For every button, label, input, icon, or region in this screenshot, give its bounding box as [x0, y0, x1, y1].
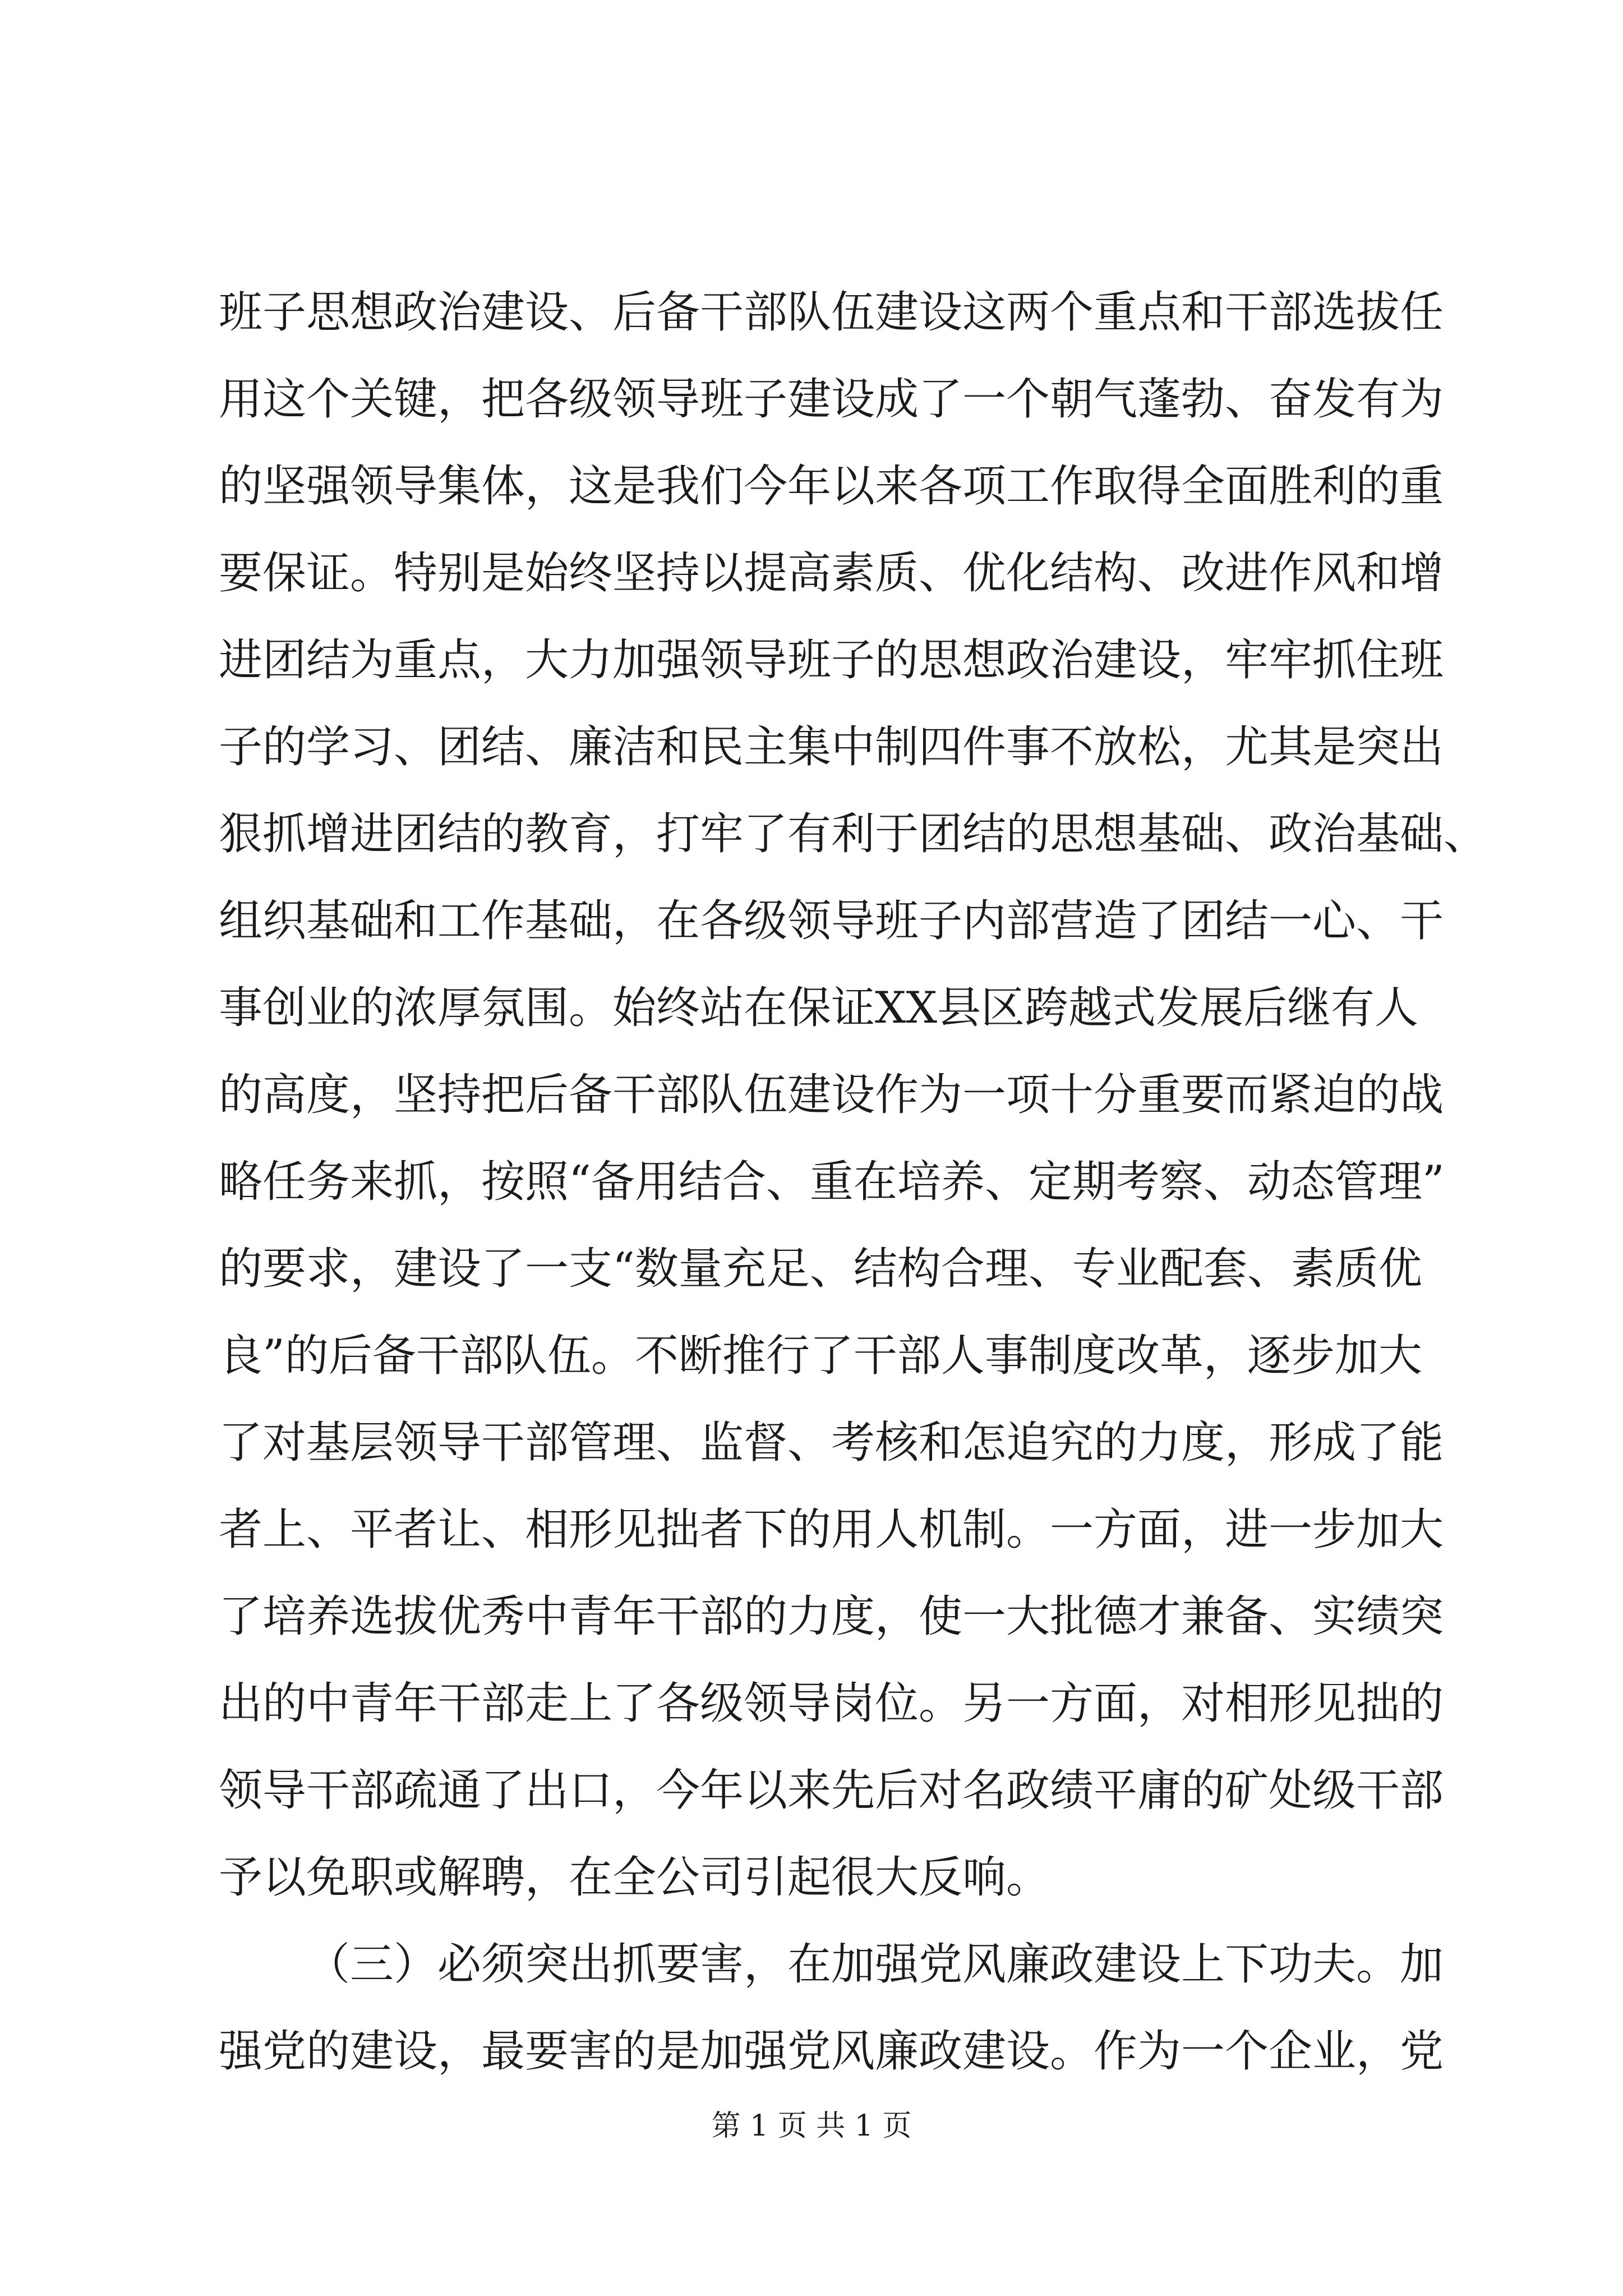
text-line: 狠抓增进团结的教育，打牢了有利于团结的思想基础、政治基础、	[219, 809, 1488, 859]
text-line: 领导干部疏通了出口，今年以来先后对名政绩平庸的矿处级干部	[219, 1765, 1444, 1816]
text-line: 了对基层领导干部管理、监督、考核和怎追究的力度，形成了能	[219, 1418, 1444, 1468]
text-line: 子的学习、团结、廉洁和民主集中制四件事不放松，尤其是突出	[219, 722, 1444, 772]
text-line: 了培养选拔优秀中青年干部的力度，使一大批德才兼备、实绩突	[219, 1591, 1444, 1642]
text-line: 予以免职或解聘，在全公司引起很大反响。	[219, 1852, 1050, 1903]
text-line: 组织基础和工作基础，在各级领导班子内部营造了团结一心、干	[219, 896, 1444, 946]
text-line: 用这个关键，把各级领导班子建设成了一个朝气蓬勃、奋发有为	[219, 374, 1444, 425]
text-line: 的要求，建设了一支“数量充足、结构合理、专业配套、素质优	[219, 1244, 1422, 1294]
text-line: 者上、平者让、相形见拙者下的用人机制。一方面，进一步加大	[219, 1504, 1444, 1555]
text-line: 事创业的浓厚氛围。始终站在保证XX县区跨越式发展后继有人	[219, 983, 1419, 1033]
text-line: 的坚强领导集体，这是我们今年以来各项工作取得全面胜利的重	[219, 461, 1444, 512]
text-line: 班子思想政治建设、后备干部队伍建设这两个重点和干部选拔任	[219, 287, 1444, 338]
body-text	[219, 269, 1488, 2095]
text-line: 良”的后备干部队伍。不断推行了干部人事制度改革，逐步加大	[219, 1331, 1422, 1381]
section-heading-line: （三）必须突出抓要害，在加强党风廉政建设上下功夫。加	[306, 1939, 1444, 1990]
page-footer: 第 1 页 共 1 页	[711, 2109, 912, 2143]
text-line: 出的中青年干部走上了各级领导岗位。另一方面，对相形见拙的	[219, 1678, 1444, 1729]
text-line: 要保证。特别是始终坚持以提高素质、优化结构、改进作风和增	[219, 548, 1444, 599]
text-line: 的高度，坚持把后备干部队伍建设作为一项十分重要而紧迫的战	[219, 1070, 1444, 1120]
text-line: 强党的建设，最要害的是加强党风廉政建设。作为一个企业，党	[219, 2026, 1444, 2077]
text-line: 进团结为重点，大力加强领导班子的思想政治建设，牢牢抓住班	[219, 635, 1444, 685]
text-line: 略任务来抓，按照“备用结合、重在培养、定期考察、动态管理”	[219, 1157, 1445, 1207]
